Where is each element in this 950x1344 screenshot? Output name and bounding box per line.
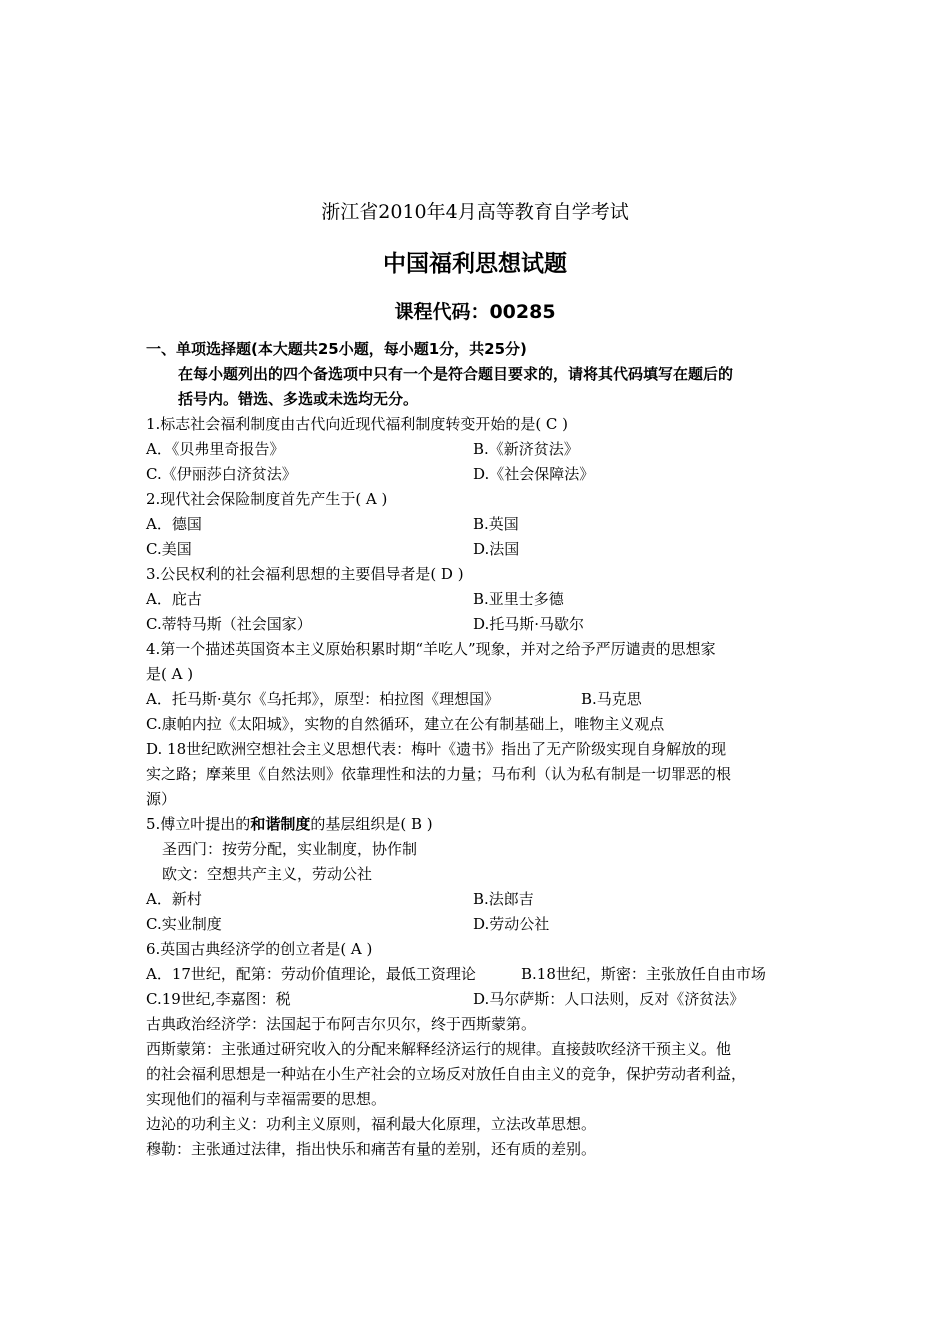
question-4-option-d-line3: 源） <box>146 790 177 808</box>
note-line-3: 的社会福利思想是一种站在小生产社会的立场反对放任自由主义的竞争，保护劳动者利益， <box>146 1065 747 1083</box>
question-5-option-b: B.法郎吉 <box>473 890 534 908</box>
note-line-1: 古典政治经济学：法国起于布阿吉尔贝尔，终于西斯蒙第。 <box>146 1015 537 1033</box>
question-4-option-d-line2: 实之路；摩莱里《自然法则》依靠理性和法的力量；马布利（认为私有制是一切罪恶的根 <box>146 765 732 783</box>
question-2-option-c: C.美国 <box>146 540 192 558</box>
question-1-option-a: A．《贝弗里奇报告》 <box>146 440 285 458</box>
question-1-option-c: C.《伊丽莎白济贫法》 <box>146 465 297 483</box>
question-5-stem-pre: 5.傅立叶提出的 <box>146 815 251 833</box>
subject-title: 中国福利思想试题 <box>383 251 567 277</box>
question-5-stem-emphasis: 和谐制度 <box>250 815 311 833</box>
question-3-option-d: D.托马斯·马歇尔 <box>473 615 585 633</box>
question-5-note-1: 圣西门：按劳分配，实业制度，协作制 <box>162 840 418 858</box>
section-instruction-line1: 在每小题列出的四个备选项中只有一个是符合题目要求的，请将其代码填写在题后的 <box>178 365 734 383</box>
question-4-option-a: A．托马斯·莫尔《乌托邦》，原型：柏拉图《理想国》 <box>146 690 500 708</box>
question-2-option-d: D.法国 <box>473 540 520 558</box>
question-5-option-c: C.实业制度 <box>146 915 222 933</box>
note-line-2: 西斯蒙第：主张通过研究收入的分配来解释经济运行的规律。直接鼓吹经济干预主义。他 <box>146 1040 732 1058</box>
question-5-stem <box>146 814 433 834</box>
note-line-4: 实现他们的福利与幸福需要的思想。 <box>146 1090 387 1108</box>
question-5-stem-post: 的基层组织是( B ) <box>310 815 433 833</box>
question-2-option-a: A．德国 <box>146 515 202 533</box>
course-code: 课程代码：00285 <box>394 301 556 323</box>
question-6-option-b: B.18世纪，斯密：主张放任自由市场 <box>521 965 766 983</box>
section-heading: 一、单项选择题(本大题共25小题，每小题1分，共25分) <box>146 340 527 358</box>
note-line-5: 边沁的功利主义：功利主义原则，福利最大化原理，立法改革思想。 <box>146 1115 597 1133</box>
question-4-option-c: C.康帕内拉《太阳城》，实物的自然循环，建立在公有制基础上，唯物主义观点 <box>146 715 665 733</box>
question-2-stem: 2.现代社会保险制度首先产生于( A ) <box>146 490 388 508</box>
exam-title: 浙江省2010年4月高等教育自学考试 <box>321 201 629 223</box>
section-instruction-line2: 括号内。错选、多选或未选均无分。 <box>178 390 419 408</box>
question-5-option-a: A．新村 <box>146 890 202 908</box>
question-3-option-b: B.亚里士多德 <box>473 590 564 608</box>
question-4-stem-line1: 4.第一个描述英国资本主义原始积累时期“羊吃人”现象，并对之给予严厉谴责的思想家 <box>146 640 716 658</box>
question-6-stem: 6.英国古典经济学的创立者是( A ) <box>146 940 373 958</box>
question-3-stem: 3.公民权利的社会福利思想的主要倡导者是( D ) <box>146 565 464 583</box>
question-5-option-d: D.劳动公社 <box>473 915 550 933</box>
question-5-note-2: 欧文：空想共产主义，劳动公社 <box>162 865 373 883</box>
note-line-6: 穆勒：主张通过法律，指出快乐和痛苦有量的差别，还有质的差别。 <box>146 1140 597 1158</box>
question-6-option-c: C.19世纪,李嘉图：税 <box>146 990 291 1008</box>
question-6-option-a: A．17世纪，配第：劳动价值理论，最低工资理论 <box>146 965 476 983</box>
question-1-stem: 1.标志社会福利制度由古代向近现代福利制度转变开始的是( C ) <box>146 415 569 433</box>
question-4-option-d-line1: D. 18世纪欧洲空想社会主义思想代表：梅叶《遗书》指出了无产阶级实现自身解放的现 <box>146 740 727 758</box>
question-6-option-d: D.马尔萨斯：人口法则，反对《济贫法》 <box>473 990 745 1008</box>
question-4-option-b: B.马克思 <box>581 690 642 708</box>
question-2-option-b: B.英国 <box>473 515 519 533</box>
question-1-option-d: D.《社会保障法》 <box>473 465 595 483</box>
question-3-option-c: C.蒂特马斯（社会国家） <box>146 615 312 633</box>
question-1-option-b: B.《新济贫法》 <box>473 440 579 458</box>
question-3-option-a: A．庇古 <box>146 590 202 608</box>
question-4-stem-line2: 是( A ) <box>146 665 194 683</box>
